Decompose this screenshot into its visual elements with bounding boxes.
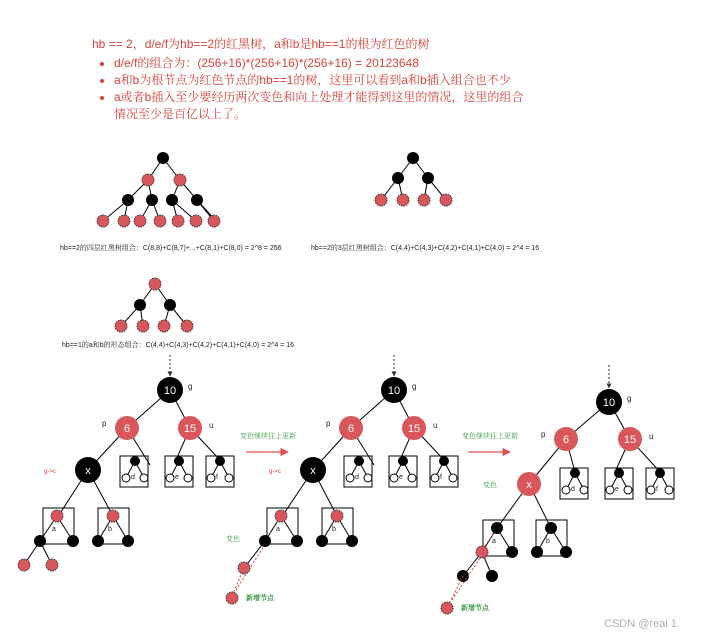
- node-10-label: 10: [602, 397, 616, 409]
- g-label: g: [188, 382, 193, 391]
- a-label: a: [52, 526, 56, 533]
- recolor-label: 变色: [483, 482, 497, 489]
- insert-stage-1: [18, 355, 234, 571]
- notes-bullet: • a和b为根节点为红色节点的hb==1的树，这里可以看到a和b插入组合也不少: [114, 72, 523, 89]
- e-label: e: [399, 474, 403, 481]
- node-15-label: 15: [623, 434, 637, 446]
- new-node-label: 新增节点: [461, 605, 489, 612]
- node-6-label: 6: [123, 423, 131, 435]
- node-10-label: 10: [387, 385, 401, 397]
- insert-stage-3: [441, 365, 674, 614]
- u-label: u: [649, 432, 654, 441]
- gc-label: g->c: [44, 469, 56, 475]
- node-6-label: 6: [347, 423, 355, 435]
- new-node-label: 新增节点: [246, 595, 274, 602]
- p-label: p: [102, 419, 107, 428]
- node-15-label: 15: [183, 423, 197, 435]
- node-x-label: x: [526, 479, 532, 491]
- arrow-caption-1: 变色继续往上更新: [240, 433, 296, 440]
- g-label: g: [412, 382, 417, 391]
- d-label: d: [571, 486, 575, 493]
- three-layer-caption: hb==2的3层红黑树组合：C(4,4)+C(4,3)+C(4,2)+C(4,1)+C(4,0) = 2^4 = 16: [311, 245, 540, 252]
- g-label: g: [627, 394, 632, 403]
- f-label: f: [440, 474, 442, 481]
- four-layer-caption: hb==2的四层红黑树组合：C(8,8)+C(8,7)+...+C(8,1)+C(8,0) = 2^8 = 256: [60, 245, 282, 252]
- u-label: u: [209, 421, 214, 430]
- a-label: a: [276, 526, 280, 533]
- node-x-label: x: [85, 465, 91, 477]
- u-label: u: [433, 421, 438, 430]
- node-x-label: x: [310, 465, 316, 477]
- notes-bullet-continuation: 情况至少是百亿以上了。: [114, 107, 247, 121]
- notes-bullet: • a或者b插入至少要经历两次变色和向上处理才能得到这里的情况，这里的组合: [114, 89, 523, 106]
- p-label: p: [326, 419, 331, 428]
- e-label: e: [175, 474, 179, 481]
- f-label: f: [216, 474, 218, 481]
- notes-heading: hb == 2，d/e/f为hb==2的红黑树，a和b是hb==1的根为红色的树: [92, 37, 430, 51]
- b-label: b: [546, 538, 550, 545]
- three-layer-tree: [375, 152, 452, 206]
- insert-stage-2: [226, 355, 458, 604]
- gc-label: g->c: [269, 469, 281, 475]
- a-label: a: [492, 538, 496, 545]
- d-label: d: [355, 474, 359, 481]
- watermark: CSDN @real 1: [604, 618, 677, 630]
- node-10-label: 10: [163, 385, 177, 397]
- recolor-label: 变色: [226, 536, 240, 543]
- arrow-caption-2: 变色继续往上更新: [462, 433, 518, 440]
- f-label: f: [656, 486, 658, 493]
- notes-bullet: • d/e/f的组合为：(256+16)*(256+16)*(256+16) = 20123648: [114, 55, 523, 72]
- hb1-shape-caption: hb==1的a和b的形态组合：C(4,4)+C(4,3)+C(4,2)+C(4,1)+C(4,0) = 2^4 = 16: [62, 342, 295, 349]
- b-label: b: [108, 526, 112, 533]
- e-label: e: [615, 486, 619, 493]
- b-label: b: [332, 526, 336, 533]
- hb1-shape-tree: [115, 278, 193, 332]
- four-layer-tree: [97, 152, 220, 227]
- node-6-label: 6: [562, 434, 570, 446]
- d-label: d: [131, 474, 135, 481]
- p-label: p: [541, 430, 546, 439]
- node-15-label: 15: [407, 423, 421, 435]
